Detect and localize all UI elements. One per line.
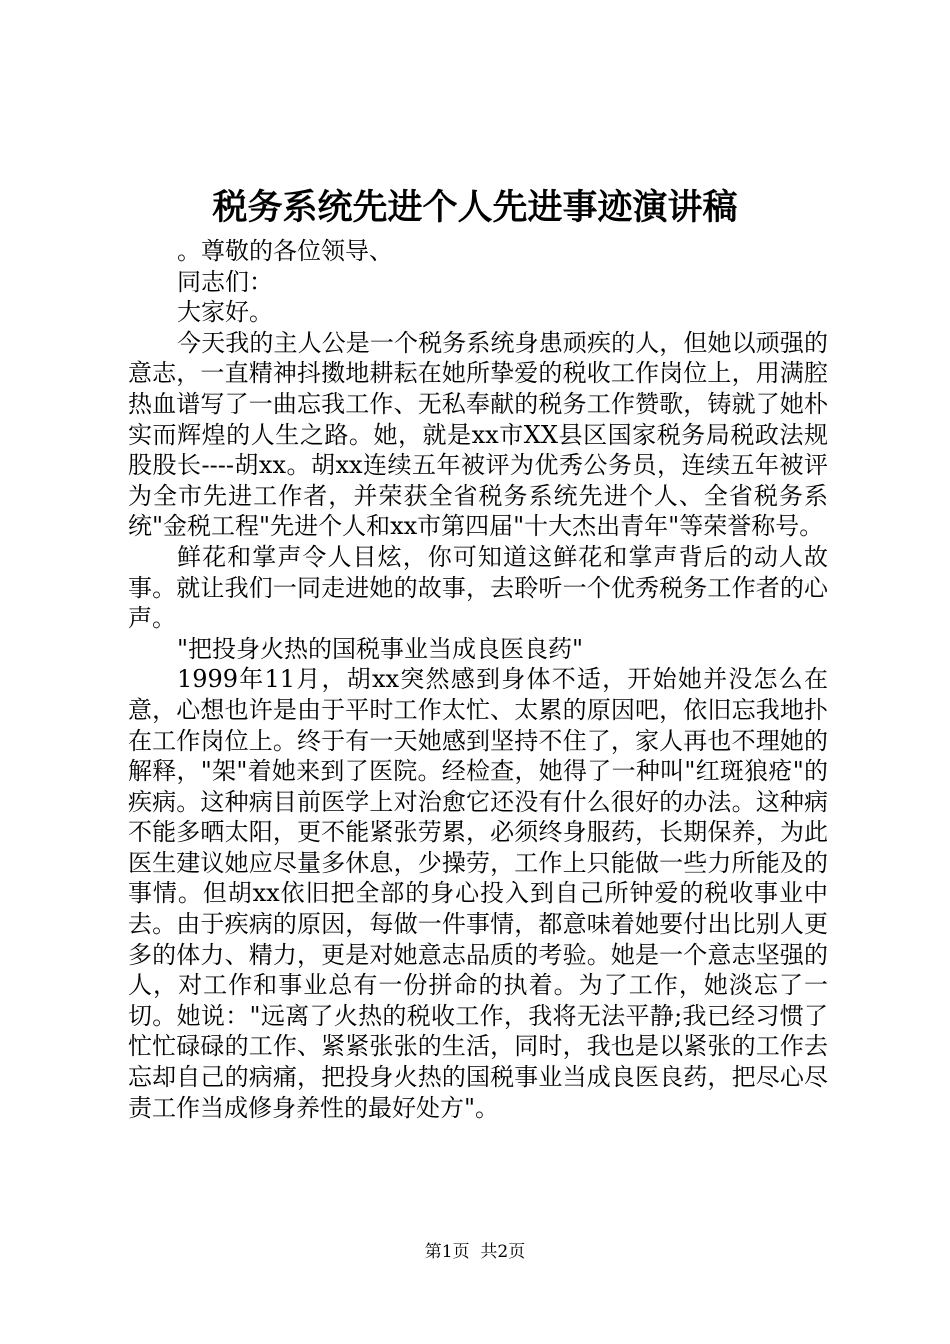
section-heading: "把投身火热的国税事业当成良医良药": [177, 634, 584, 663]
salutation-line: 同志们：: [177, 267, 273, 296]
page-number: 第1页 共2页: [424, 1242, 526, 1262]
body-paragraph: 今天我的主人公是一个税务系统身患顽疾的人，但她以顽强的意志，一直精神抖擞地耕耘在她所挚爱的税收工作岗位上，用满腔热血谱写了一曲忘我工作、无私奉献的税务工作赞歌，铸就了她朴实而辉煌的人生之路。她，就是xx市XX县区国家税务局税政法规股股长----胡xx。胡xx连续五年被评为优秀公务员，连续五年被评为全市先进工作者，并荣获全省税务系统先进个人、全省税务系统"金税工程"先进个人和xx市第四届"十大杰出青年"等荣誉称号。: [128, 328, 828, 541]
document-title: 税务系统先进个人先进事迹演讲稿: [212, 187, 738, 228]
body-paragraph: 1999年11月，胡xx突然感到身体不适，开始她并没怎么在意，心想也许是由于平时工作太忙、太累的原因吧，依旧忘我地扑在工作岗位上。终于有一天她感到坚持不住了，家人再也不理她的解释，"架"着她来到了医院。经检查，她得了一种叫"红斑狼疮"的疾病。这种病目前医学上对治愈它还没有什么很好的办法。这种病不能多晒太阳，更不能紧张劳累，必须终身服药，长期保养，为此医生建议她应尽量多休息，少操劳，工作上只能做一些力所能及的事情。但胡xx依旧把全部的身心投入到自己所钟爱的税收事业中去。由于疾病的原因，每做一件事情，都意味着她要付出比别人更多的体力、精力，更是对她意志品质的考验。她是一个意志坚强的人，对工作和事业总有一份拼命的执着。为了工作，她淡忘了一切。她说："远离了火热的税收工作，我将无法平静;我已经习惯了忙忙碌碌的工作、紧紧张张的生活，同时，我也是以紧张的工作去忘却自己的病痛，把投身火热的国税事业当成良医良药，把尽心尽责工作当成修身养性的最好处方"。: [128, 665, 828, 1122]
body-paragraph: 鲜花和掌声令人目炫，你可知道这鲜花和掌声背后的动人故事。就让我们一同走进她的故事，去聆听一个优秀税务工作者的心声。: [128, 542, 828, 633]
greeting-line: 大家好。: [177, 298, 273, 327]
document-body: [128, 236, 828, 1123]
salutation-line: 。尊敬的各位领导、: [177, 237, 393, 265]
page-footer: [0, 1240, 950, 1264]
